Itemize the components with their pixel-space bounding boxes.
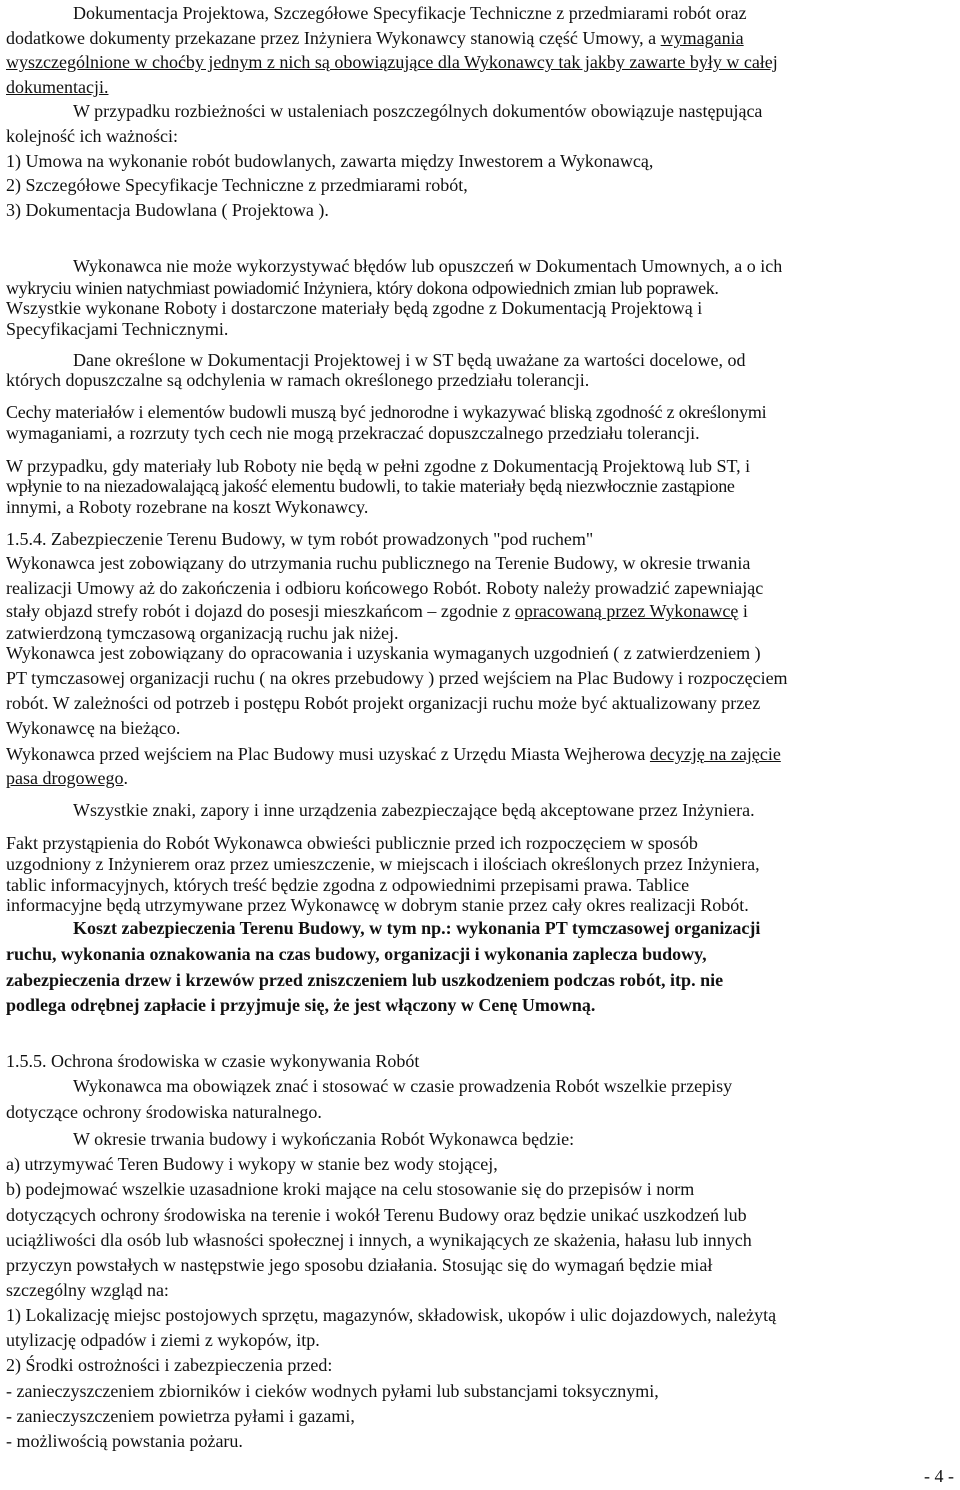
intro-underlined-line-3: wyszczególnione w choćby jednym z nich są obowiązujące dla Wykonawcy tak jakby zawarte były w całej xyxy=(6,52,778,72)
p5-line-3: innymi, a Roboty rozebrane na koszt Wykonawcy. xyxy=(6,497,369,517)
s155-line-3: W okresie trwania budowy i wykończania Robót Wykonawca będzie: xyxy=(73,1129,575,1149)
section-1-5-5-heading: 1.5.5. Ochrona środowiska w czasie wykonywania Robót xyxy=(6,1051,420,1071)
s155-line-2: dotyczące ochrony środowiska naturalnego. xyxy=(6,1102,322,1122)
intro-line-5: kolejność ich ważności: xyxy=(6,126,178,146)
s155-item-2: 2) Środki ostrożności i zabezpieczenia przed: xyxy=(6,1355,333,1375)
s154-line-9-text: Wykonawca przed wejściem na Plac Budowy musi uzyskać z Urzędu Miasta Wejherowa xyxy=(6,744,650,764)
s154-line-13: uzgodniony z Inżynierem oraz przez umieszczenie, w miejscach i ilościach określonych przez Inżyniera, xyxy=(6,854,760,874)
intro-underlined-requirements: wymagania xyxy=(660,28,744,48)
s154-line-8: Wykonawcę na bieżąco. xyxy=(6,718,181,738)
p4-line-2: wymaganiami, a rozrzuty tych cech nie mogą przekraczać dopuszczalnego przedziału tolerancji. xyxy=(6,423,700,443)
s154-line-10-end: . xyxy=(123,768,128,788)
s154-line-6: PT tymczasowej organizacji ruchu ( na okres przebudowy ) przed wejściem na Plac Budowy i rozpoczęciem xyxy=(6,668,788,688)
s154-line-3-text: stały objazd strefy robót i dojazd do posesji mieszkańcom – zgodnie z xyxy=(6,601,515,621)
s154-line-1: Wykonawca jest zobowiązany do utrzymania ruchu publicznego na Terenie Budowy, w okresie trwania xyxy=(6,553,751,573)
s154-line-15: informacyjne będą utrzymywane przez Wykonawcę w dobrym stanie przez cały okres realizacji Robót. xyxy=(6,895,749,915)
s155-line-7: uciążliwości dla osób lub własności społecznej i innych, a wynikających ze skażenia, hałasu lub innych xyxy=(6,1230,752,1250)
intro-underlined-line-4: dokumentacji. xyxy=(6,77,109,97)
p4-line-1: Cechy materiałów i elementów budowli muszą być jednorodne i wykazywać bliską zgodność z określonymi xyxy=(6,402,767,422)
s154-line-3-end: i xyxy=(738,601,748,621)
s154-bold-line-4: podlega odrębnej zapłacie i przyjmuje się, że jest włączony w Cenę Umowną. xyxy=(6,995,596,1015)
s155-dash-item-1: - zanieczyszczeniem zbiorników i cieków wodnych pyłami lub substancjami toksycznymi, xyxy=(6,1381,659,1401)
section-1-5-4-heading: 1.5.4. Zabezpieczenie Terenu Budowy, w tym robót prowadzonych "pod ruchem" xyxy=(6,529,594,549)
priority-item-3: 3) Dokumentacja Budowlana ( Projektowa ). xyxy=(6,200,329,220)
p3-line-2: których dopuszczalne są odchylenia w ramach określonego przedziału tolerancji. xyxy=(6,370,590,390)
s155-item-1: 1) Lokalizację miejsc postojowych sprzętu, magazynów, składowisk, ukopów i ulic dojazdowych, należytą xyxy=(6,1305,777,1325)
s155-dash-item-3: - możliwością powstania pożaru. xyxy=(6,1431,243,1451)
s154-line-12: Fakt przystąpienia do Robót Wykonawca obwieści publicznie przed ich rozpoczęciem w sposób xyxy=(6,833,698,853)
s154-underlined-decision: decyzję na zajęcie xyxy=(649,744,781,764)
p2-line-4: Specyfikacjami Technicznymi. xyxy=(6,319,229,339)
priority-item-1: 1) Umowa na wykonanie robót budowlanych, zawarta między Inwestorem a Wykonawcą, xyxy=(6,151,654,171)
s155-item-b: b) podejmować wszelkie uzasadnione kroki mające na celu stosowanie się do przepisów i norm xyxy=(6,1179,695,1199)
s154-line-5: Wykonawca jest zobowiązany do opracowania i uzyskania wymaganych uzgodnień ( z zatwierdzeniem ) xyxy=(6,643,761,663)
intro-line-1: Dokumentacja Projektowa, Szczegółowe Specyfikacje Techniczne z przedmiarami robót oraz xyxy=(73,3,747,23)
s154-line-4: zatwierdzoną tymczasową organizacją ruchu jak niżej. xyxy=(6,623,399,643)
s154-line-2: realizacji Umowy aż do zakończenia i odbioru końcowego Robót. Roboty należy prowadzić zapewniając xyxy=(6,578,764,598)
s154-bold-line-2: ruchu, wykonania oznakowania na czas budowy, organizacji i wykonania zaplecza budowy, xyxy=(6,944,707,964)
intro-line-2 xyxy=(6,27,744,49)
s155-line-11: utylizację odpadów i ziemi z wykopów, itp. xyxy=(6,1330,320,1350)
p5-line-2: wpłynie to na niezadowalającą jakość elementu budowli, to takie materiały będą niezwłocznie zastąpione xyxy=(6,476,735,496)
s155-item-a: a) utrzymywać Teren Budowy i wykopy w stanie bez wody stojącej, xyxy=(6,1154,498,1174)
p2-line-2: wykryciu winien natychmiast powiadomić Inżyniera, który dokona odpowiednich zmian lub poprawek. xyxy=(6,278,719,298)
s154-line-9 xyxy=(6,743,781,765)
s154-bold-line-3: zabezpieczenia drzew i krzewów przed zniszczeniem lub uszkodzeniem podczas robót, itp. nie xyxy=(6,970,724,990)
s154-line-10 xyxy=(6,767,128,789)
s154-line-14: tablic informacyjnych, których treść będzie zgodna z odpowiednimi przepisami prawa. Tablice xyxy=(6,875,690,895)
intro-line-2-text: dodatkowe dokumenty przekazane przez Inżyniera Wykonawcy stanowią część Umowy, a xyxy=(6,28,661,48)
s154-line-11: Wszystkie znaki, zapory i inne urządzenia zabezpieczające będą akceptowane przez Inżyniera. xyxy=(73,800,755,820)
intro-line-4 xyxy=(6,76,108,98)
s155-dash-item-2: - zanieczyszczeniem powietrza pyłami i gazami, xyxy=(6,1406,355,1426)
p5-line-1: W przypadku, gdy materiały lub Roboty nie będą w pełni zgodne z Dokumentacją Projektową lub ST, i xyxy=(6,456,751,476)
s154-line-7: robót. W zależności od potrzeb i postępu Robót projekt organizacji ruchu może być aktualizowany przez xyxy=(6,693,761,713)
s154-line-3 xyxy=(6,600,748,622)
page-number: - 4 - xyxy=(924,1466,954,1486)
intro-line-3 xyxy=(6,51,778,73)
intro-line-4b: W przypadku rozbieżności w ustaleniach poszczególnych dokumentów obowiązuje następująca xyxy=(73,101,763,121)
p2-line-3: Wszystkie wykonane Roboty i dostarczone materiały będą zgodne z Dokumentacją Projektową i xyxy=(6,298,703,318)
p3-line-1: Dane określone w Dokumentacji Projektowej i w ST będą uważane za wartości docelowe, od xyxy=(73,350,746,370)
s155-line-1: Wykonawca ma obowiązek znać i stosować w czasie prowadzenia Robót wszelkie przepisy xyxy=(73,1076,733,1096)
p2-line-1: Wykonawca nie może wykorzystywać błędów lub opuszczeń w Dokumentach Umownych, a o ich xyxy=(73,256,783,276)
s154-bold-line-1: Koszt zabezpieczenia Terenu Budowy, w tym np.: wykonania PT tymczasowej organizacji xyxy=(73,918,761,938)
s155-line-6: dotyczących ochrony środowiska na terenie i wokół Terenu Budowy oraz będzie unikać uszkodzeń lub xyxy=(6,1205,747,1225)
priority-item-2: 2) Szczegółowe Specyfikacje Techniczne z przedmiarami robót, xyxy=(6,175,468,195)
s154-underlined-road-lane: pasa drogowego xyxy=(6,768,124,788)
s154-underlined-prepared-by: opracowaną przez Wykonawcę xyxy=(514,601,739,621)
s155-line-8: przyczyn powstałych w następstwie jego sposobu działania. Stosując się do wymagań będzie miał xyxy=(6,1255,713,1275)
s155-line-9: szczególny wzgląd na: xyxy=(6,1280,169,1300)
